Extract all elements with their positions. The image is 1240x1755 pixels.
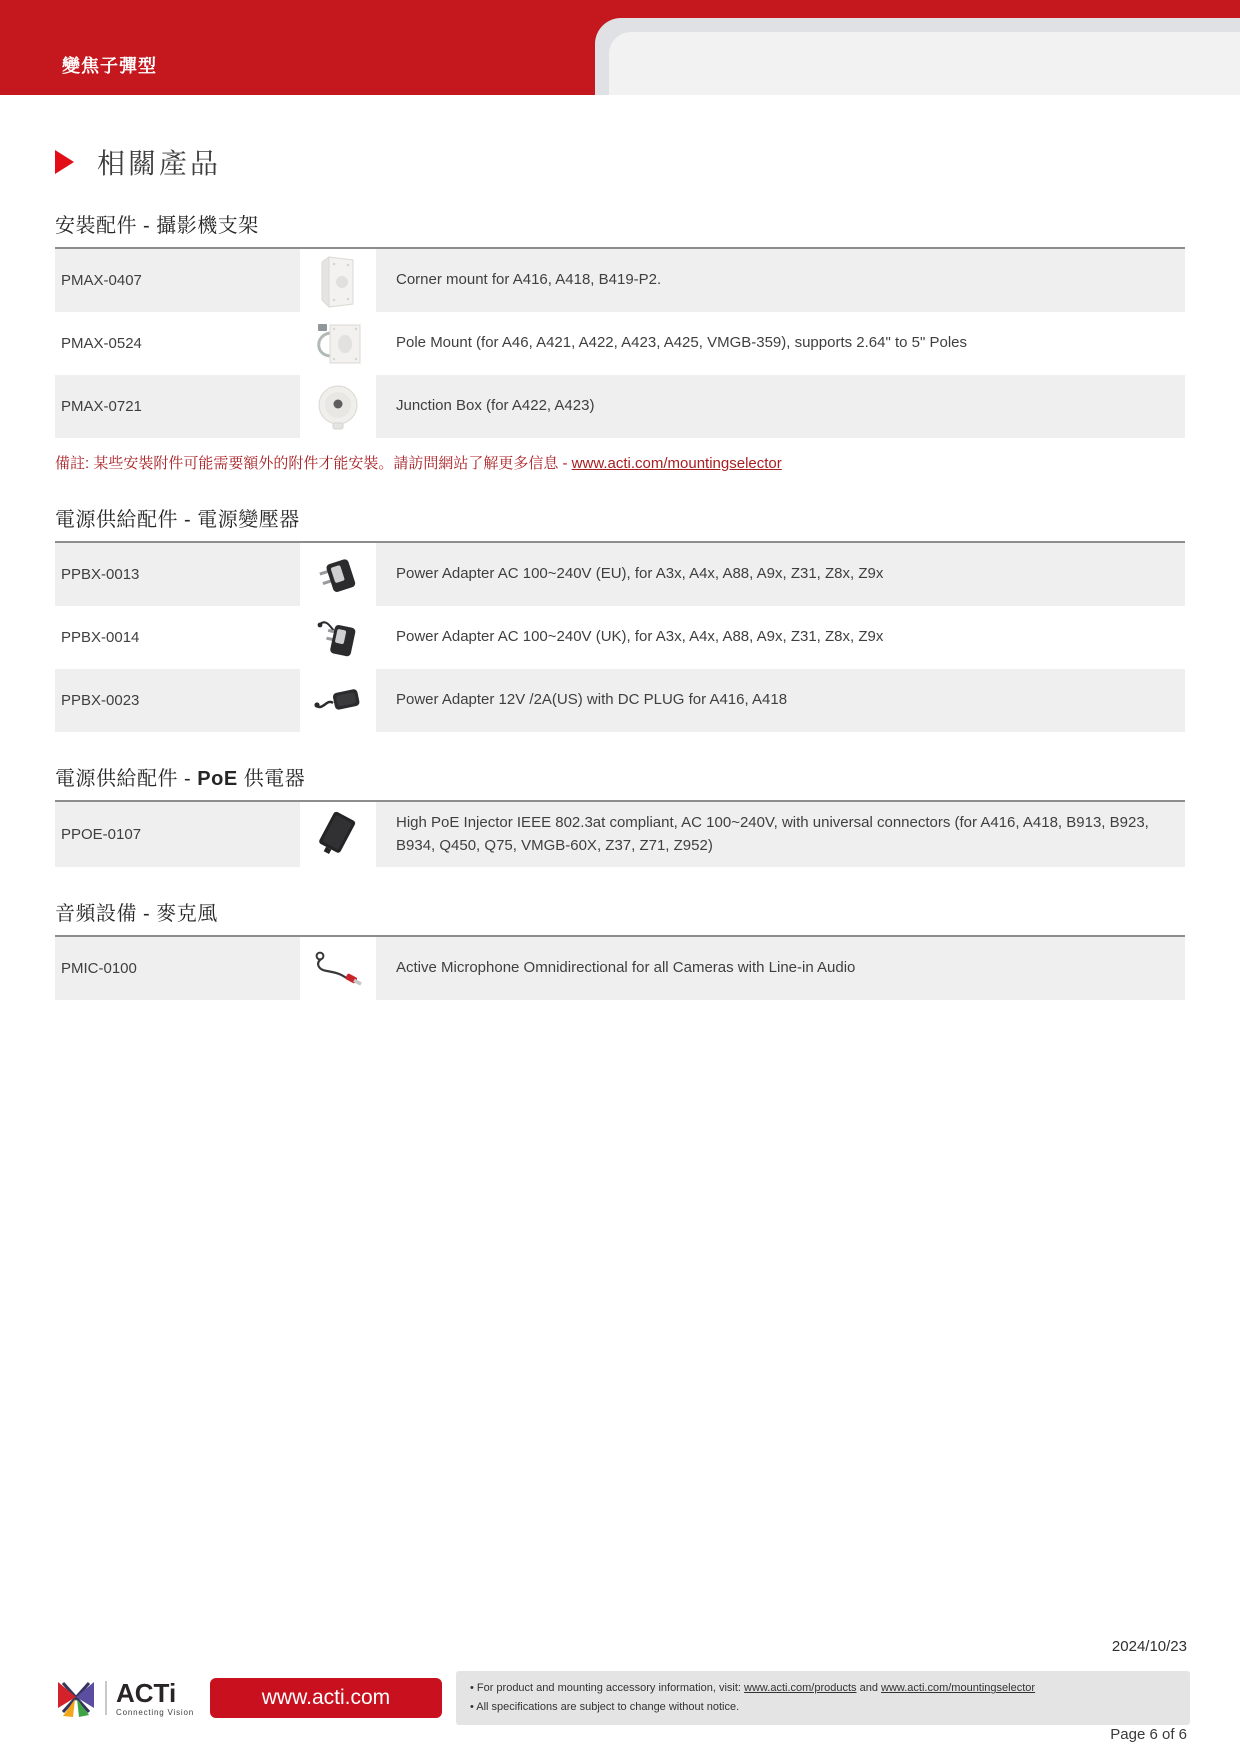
triangle-bullet-icon: [55, 150, 74, 174]
brand-name: ACTi: [116, 1677, 177, 1708]
table-row: [55, 669, 1185, 732]
page-title-row: [55, 142, 1185, 182]
table-row: [55, 606, 1185, 669]
section-heading: 電源供給配件 - PoE 供電器: [55, 762, 1185, 802]
content: [55, 142, 1185, 1000]
product-description: High PoE Injector IEEE 802.3at compliant, AC 100~240V, with universal connectors (for A416, A418, B913, B923, B934, Q450, Q75, VMGB-60X, Z37, Z71, Z952): [396, 814, 1149, 854]
table-row: [55, 312, 1185, 375]
product-section: [55, 209, 1185, 473]
product-section: [55, 897, 1185, 1000]
pole-mount-image-icon: [312, 320, 364, 368]
product-description: Power Adapter AC 100~240V (UK), for A3x, A4x, A88, A9x, Z31, Z8x, Z9x: [396, 628, 884, 646]
date-label: 2024/10/23: [1111, 1638, 1187, 1655]
table-row: [55, 249, 1185, 312]
footer-bar: [55, 1671, 1190, 1725]
product-model: PPBX-0023: [61, 692, 140, 709]
section-rows: [55, 937, 1185, 1000]
brand-tagline: Connecting Vision: [116, 1707, 194, 1717]
product-model: PMIC-0100: [61, 960, 137, 977]
section-heading: 電源供給配件 - 電源變壓器: [55, 503, 1185, 543]
product-image-cell: [300, 543, 376, 606]
product-model: PPBX-0013: [61, 566, 140, 583]
product-description: Active Microphone Omnidirectional for all Cameras with Line-in Audio: [396, 959, 856, 977]
product-description: Power Adapter AC 100~240V (EU), for A3x, A4x, A88, A9x, Z31, Z8x, Z9x: [396, 565, 884, 583]
mounting-selector-link[interactable]: www.acti.com/mountingselector: [571, 455, 782, 472]
table-row: [55, 937, 1185, 1000]
product-model: PMAX-0721: [61, 398, 142, 415]
acti-butterfly-logo-icon: [55, 1678, 97, 1718]
section-rows: [55, 802, 1185, 867]
product-image-cell: [300, 802, 376, 867]
section-rows: [55, 543, 1185, 732]
acti-website-button[interactable]: www.acti.com: [210, 1678, 442, 1718]
footer-note-line: • All specifications are subject to change without notice.: [469, 1701, 740, 1713]
table-row: [55, 802, 1185, 867]
section-rows: [55, 249, 1185, 438]
power-adapter-uk-image-icon: [315, 616, 361, 660]
footer-notes: [456, 1671, 1190, 1724]
logo-divider: [105, 1681, 107, 1715]
note-text: 備註: 某些安裝附件可能需要額外的附件才能安裝。請訪問網站了解更多信息 -: [55, 455, 572, 472]
footer-link[interactable]: www.acti.com/products: [744, 1682, 857, 1695]
poe-injector-image-icon: [314, 810, 362, 860]
product-model: PPBX-0014: [61, 629, 140, 646]
product-description: Corner mount for A416, A418, B419-P2.: [396, 271, 662, 289]
product-image-cell: [300, 375, 376, 438]
footer-link[interactable]: www.acti.com/mountingselector: [881, 1682, 1036, 1695]
header-product-category: 變焦子彈型: [62, 56, 157, 76]
product-description: Power Adapter 12V /2A(US) with DC PLUG for A416, A418: [396, 691, 788, 709]
footer-note-line: • For product and mounting accessory information, visit: www.acti.com/products and www.acti.com/mountingselector: [469, 1682, 1036, 1695]
microphone-image-icon: [311, 948, 365, 990]
product-image-cell: [300, 312, 376, 375]
section-heading: 安裝配件 - 攝影機支架: [55, 209, 1185, 249]
product-model: PPOE-0107: [61, 826, 142, 843]
product-image-cell: [300, 669, 376, 732]
product-section: [55, 503, 1185, 732]
logo-text: [116, 1677, 194, 1717]
main-area: [0, 95, 1240, 1000]
table-row: [55, 543, 1185, 606]
section-heading: 音頻設備 - 麥克風: [55, 897, 1185, 937]
product-image-cell: [300, 249, 376, 312]
product-description: Junction Box (for A422, A423): [396, 397, 595, 415]
power-adapter-us-image-icon: [312, 683, 364, 719]
sections-container: [55, 209, 1185, 1000]
product-description: Pole Mount (for A46, A421, A422, A423, A425, VMGB-359), supports 2.64" to 5" Poles: [396, 334, 968, 352]
product-image-cell: [300, 937, 376, 1000]
power-adapter-eu-image-icon: [315, 553, 361, 597]
product-model: PMAX-0407: [61, 272, 142, 289]
header-rounded-panel-inner: [609, 32, 1240, 95]
product-model: PMAX-0524: [61, 335, 142, 352]
acti-logo: [55, 1678, 194, 1718]
table-row: [55, 375, 1185, 438]
header-bar: [0, 0, 1240, 95]
page-number: Page 6 of 6: [1110, 1726, 1187, 1743]
junction-box-image-icon: [313, 383, 363, 431]
section-note: [55, 452, 1185, 473]
page-title: 相關產品: [97, 148, 222, 179]
product-image-cell: [300, 606, 376, 669]
corner-mount-image-icon: [317, 254, 359, 308]
header-rounded-panel: [595, 18, 1240, 95]
product-section: [55, 762, 1185, 867]
